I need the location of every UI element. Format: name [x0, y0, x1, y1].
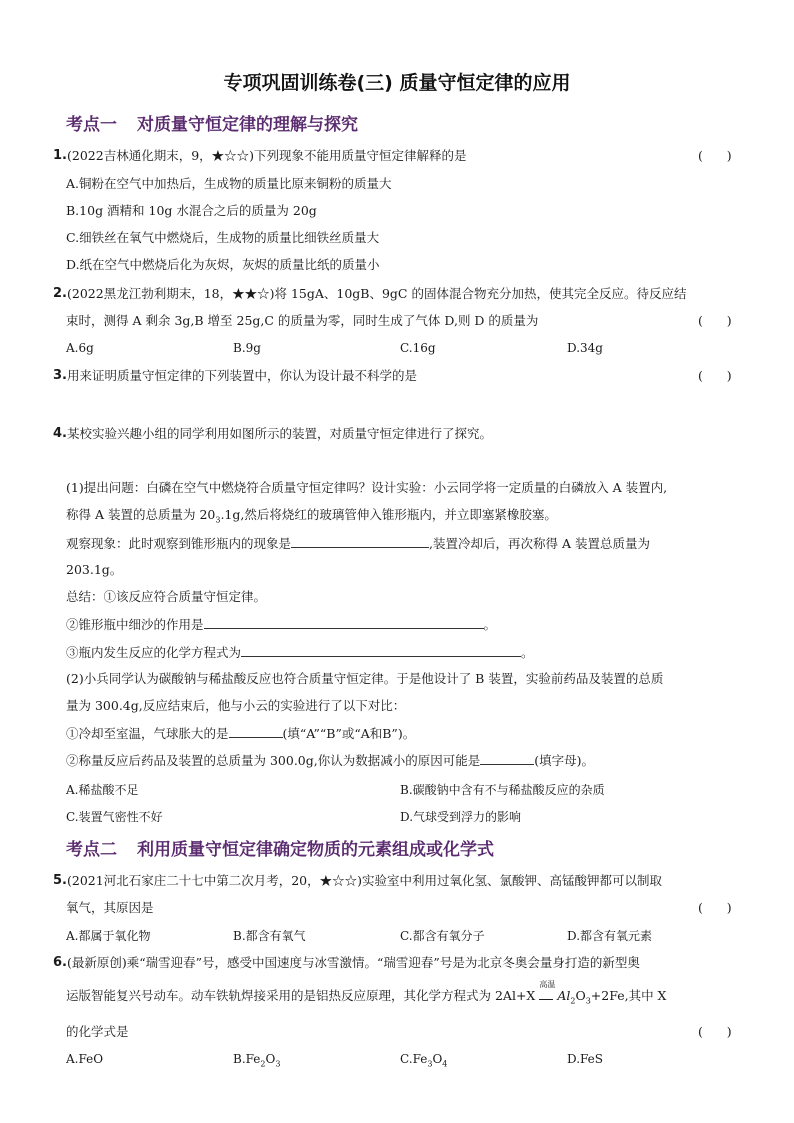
part1-text-cont: [66, 507, 557, 529]
option-d[interactable]: D.纸在空气中燃烧后化为灰烬，灰烬的质量比纸的质量小: [66, 257, 380, 272]
text-segment: 。: [521, 645, 534, 660]
question-number: 4.: [53, 426, 67, 441]
text-segment: 。: [483, 617, 497, 632]
option-c[interactable]: [400, 1052, 447, 1068]
option-d[interactable]: D.34g: [567, 341, 603, 355]
fill-blank[interactable]: [480, 752, 534, 765]
part2-text-cont: 量为 300.4g,反应结束后，他与小云的实验进行了以下对比：: [66, 698, 406, 713]
subscript: 2: [260, 1059, 266, 1069]
question-stem-cont: 的化学式是: [66, 1024, 129, 1039]
option-a[interactable]: A.6g: [66, 341, 94, 355]
formula-segment: O: [575, 988, 586, 1003]
option-b[interactable]: B.碳酸钠中含有不与稀盐酸反应的杂质: [400, 783, 605, 797]
question-stem: (2021河北石家庄二十七中第二次月考，20，★☆☆)实验室中利用过氧化氢、氯酸钾、高锰酸钾都可以制取: [67, 873, 662, 888]
section-label: 考点二: [66, 840, 117, 860]
observe-value: 203.1g。: [66, 562, 123, 577]
compare-2: [66, 752, 594, 769]
answer-blank[interactable]: ( ): [698, 1024, 732, 1039]
observe-line: [66, 535, 650, 552]
option-d[interactable]: D.FeS: [567, 1052, 603, 1066]
option-b[interactable]: B.10g 酒精和 10g 水混合之后的质量为 20g: [66, 203, 317, 218]
question-stem: (2022吉林通化期末，9，★☆☆)下列现象不能用质量守恒定律解释的是: [67, 148, 467, 163]
subscript: 2: [570, 996, 576, 1006]
question-stem: 用来证明质量守恒定律的下列装置中，你认为设计最不科学的是: [67, 368, 418, 383]
question-number: 6.: [53, 955, 67, 970]
question-stem-equation: [66, 980, 667, 1010]
option-b[interactable]: B.都含有氧气: [233, 929, 306, 943]
option-c[interactable]: C.细铁丝在氧气中燃烧后，生成物的质量比细铁丝质量大: [66, 230, 380, 245]
answer-blank[interactable]: ( ): [698, 313, 732, 328]
subscript: 3: [275, 1059, 281, 1069]
text-segment: ②称量反应后药品及装置的总质量为 300.0g,你认为数据减小的原因可能是: [66, 753, 481, 768]
summary-1: 总结：①该反应符合质量守恒定律。: [66, 589, 267, 604]
text-segment: (填“A”“B”或“A和B”)。: [282, 726, 416, 741]
text-segment: (填字母)。: [534, 753, 595, 768]
formula-segment: B.Fe: [233, 1052, 261, 1066]
answer-blank[interactable]: ( ): [698, 368, 732, 383]
fill-blank[interactable]: [229, 725, 283, 738]
part1-text: (1)提出问题：白磷在空气中燃烧符合质量守恒定律吗？设计实验：小云同学将一定质量的白磷放入 A 装置内,: [66, 480, 668, 495]
part2-text: (2)小兵同学认为碳酸钠与稀盐酸反应也符合质量守恒定律。于是他设计了 B 装置，实验前药品及装置的总质: [66, 671, 664, 686]
section-heading-1: [66, 110, 358, 135]
subscript: 3: [215, 515, 221, 525]
option-a[interactable]: A.铜粉在空气中加热后，生成物的质量比原来铜粉的质量大: [66, 176, 392, 191]
subscript: 3: [427, 1059, 433, 1069]
question-number: 2.: [53, 286, 67, 301]
summary-3: [66, 644, 534, 661]
text-segment: ①冷却至室温，气球胀大的是: [66, 726, 229, 741]
section-heading-2: [66, 835, 494, 860]
text-segment: ②锥形瓶中细沙的作用是: [66, 617, 204, 632]
fill-blank[interactable]: [291, 535, 429, 548]
question-stem: (最新原创)乘“瑞雪迎春”号，感受中国速度与冰雪激情。“瑞雪迎春”号是为北京冬奥会量身打造的新型奥: [67, 955, 640, 970]
question-number: 3.: [53, 368, 67, 383]
formula-segment: O: [432, 1052, 443, 1066]
text-segment: ③瓶内发生反应的化学方程式为: [66, 645, 242, 660]
compare-1: [66, 725, 415, 742]
text-segment: 称得 A 装置的总质量为 20: [66, 507, 216, 522]
summary-2: [66, 616, 496, 633]
section-text: 对质量守恒定律的理解与探究: [137, 115, 358, 135]
formula-segment: Al: [557, 988, 571, 1003]
fill-blank[interactable]: [241, 644, 521, 657]
option-d[interactable]: D.气球受到浮力的影响: [400, 810, 522, 824]
formula-segment: O: [265, 1052, 276, 1066]
section-label: 考点一: [66, 115, 117, 135]
option-b[interactable]: [233, 1052, 280, 1068]
reaction-condition: 高温: [539, 980, 556, 989]
subscript: 3: [585, 996, 591, 1006]
question-number: 5.: [53, 873, 67, 888]
option-c[interactable]: C.装置气密性不好: [66, 810, 163, 824]
question-stem: (2022黑龙江勃利期末，18，★★☆)将 15gA、10gB、9gC 的固体混合物充分加热，使其完全反应。待反应结: [67, 286, 687, 301]
question-stem-cont: 束时，测得 A 剩余 3g,B 增至 25g,C 的质量为零，同时生成了气体 D,则 D 的质量为: [66, 313, 539, 328]
option-a[interactable]: A.都属于氧化物: [66, 929, 151, 943]
option-c[interactable]: C.16g: [400, 341, 436, 355]
question-stem-cont: 氧气，其原因是: [66, 900, 154, 915]
section-text: 利用质量守恒定律确定物质的元素组成或化学式: [137, 840, 494, 860]
option-d[interactable]: D.都含有氧元素: [567, 929, 653, 943]
text-segment: 观察现象：此时观察到锥形瓶内的现象是: [66, 536, 292, 551]
answer-blank[interactable]: ( ): [698, 148, 732, 163]
option-a[interactable]: A.FeO: [66, 1052, 104, 1066]
question-stem: 某校实验兴趣小组的同学利用如图所示的装置，对质量守恒定律进行了探究。: [67, 426, 493, 441]
fill-blank[interactable]: [204, 616, 484, 629]
reaction-arrow: [539, 980, 556, 1000]
option-b[interactable]: B.9g: [233, 341, 261, 355]
answer-blank[interactable]: ( ): [698, 900, 732, 915]
text-segment: 运版智能复兴号动车。动车铁轨焊接采用的是铝热反应原理，其化学方程式为 2Al+X: [66, 988, 536, 1003]
formula-segment: C.Fe: [400, 1052, 428, 1066]
text-segment: ,装置冷却后，再次称得 A 装置总质量为: [429, 536, 650, 551]
question-number: 1.: [53, 148, 67, 163]
option-a[interactable]: A.稀盐酸不足: [66, 783, 139, 797]
option-c[interactable]: C.都含有氧分子: [400, 929, 485, 943]
page-title: 专项巩固训练卷(三) 质量守恒定律的应用: [223, 72, 571, 94]
text-segment: .1g,然后将烧红的玻璃管伸入锥形瓶内，并立即塞紧橡胶塞。: [220, 507, 557, 522]
text-segment: +2Fe,其中 X: [590, 988, 667, 1003]
subscript: 4: [442, 1059, 448, 1069]
